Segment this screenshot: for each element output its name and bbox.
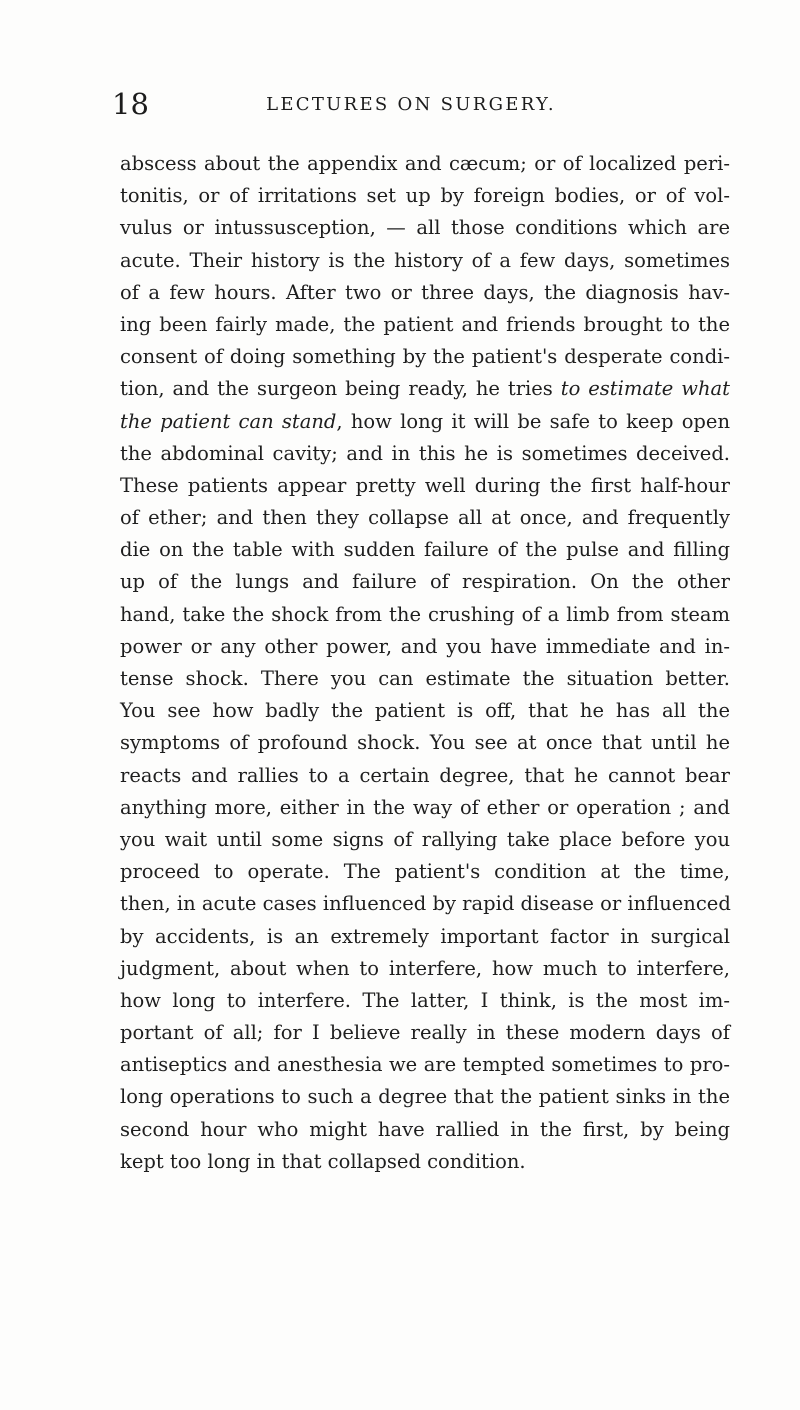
body-paragraph — [120, 148, 730, 1178]
text-line: up of the lungs and failure of respiration. On the other — [120, 570, 730, 594]
text-line: hand, take the shock from the crushing of a limb from steam — [120, 602, 730, 626]
text-line: long operations to such a degree that the patient sinks in the — [120, 1085, 730, 1109]
text-line: of ether; and then they collapse all at once, and frequently — [120, 506, 730, 530]
text-line: the abdominal cavity; and in this he is sometimes deceived. — [120, 441, 730, 465]
text-line: die on the table with sudden failure of the pulse and filling — [120, 538, 730, 562]
text-line: tonitis, or of irritations set up by foreign bodies, or of vol- — [120, 184, 730, 208]
text-line: judgment, about when to interfere, how much to interfere, — [120, 956, 730, 980]
text-line: portant of all; for I believe really in these modern days of — [120, 1021, 730, 1045]
text-line: symptoms of profound shock. You see at once that until he — [120, 731, 730, 755]
text-line: of a few hours. After two or three days, the diagnosis hav- — [120, 280, 730, 304]
text-line: antiseptics and anesthesia we are tempted sometimes to pro- — [120, 1053, 730, 1077]
text-line: vulus or intussusception, — all those conditions which are — [120, 216, 730, 240]
text-line: tense shock. There you can estimate the situation better. — [120, 667, 730, 690]
text-line: These patients appear pretty well during the first half-hour — [120, 473, 730, 497]
running-title: LECTURES ON SURGERY. — [266, 94, 556, 115]
text-line: you wait until some signs of rallying take place before you — [120, 827, 730, 851]
text-line: You see how badly the patient is off, that he has all the — [120, 699, 730, 723]
text-line: tion, and the surgeon being ready, he tries to estimate what — [120, 377, 730, 401]
text-line: ing been fairly made, the patient and friends brought to the — [120, 312, 730, 336]
text-line: power or any other power, and you have immediate and in- — [120, 634, 730, 658]
text-line: anything more, either in the way of ether or operation ; and — [120, 795, 730, 819]
page-number: 18 — [112, 87, 149, 121]
text-line: kept too long in that collapsed condition. — [120, 1149, 526, 1173]
text-line: by accidents, is an extremely important factor in surgical — [120, 924, 730, 948]
text-line: reacts and rallies to a certain degree, that he cannot bear — [120, 763, 730, 787]
italic-phrase: to estimate what — [560, 377, 730, 401]
running-head — [112, 86, 710, 126]
text-line: proceed to operate. The patient's condition at the time, — [120, 860, 730, 884]
italic-phrase: the patient can stand — [120, 409, 337, 433]
text-line: then, in acute cases influenced by rapid disease or influenced — [120, 892, 731, 916]
text-line: the patient can stand, how long it will be safe to keep open — [120, 409, 731, 433]
text-line: second hour who might have rallied in the first, by being — [120, 1117, 730, 1141]
text-line: consent of doing something by the patient's desperate condi- — [120, 345, 730, 369]
text-line: abscess about the appendix and cæcum; or of localized peri- — [120, 152, 730, 175]
text-line: how long to interfere. The latter, I think, is the most im- — [120, 988, 730, 1012]
text-line: acute. Their history is the history of a few days, sometimes — [120, 248, 730, 272]
